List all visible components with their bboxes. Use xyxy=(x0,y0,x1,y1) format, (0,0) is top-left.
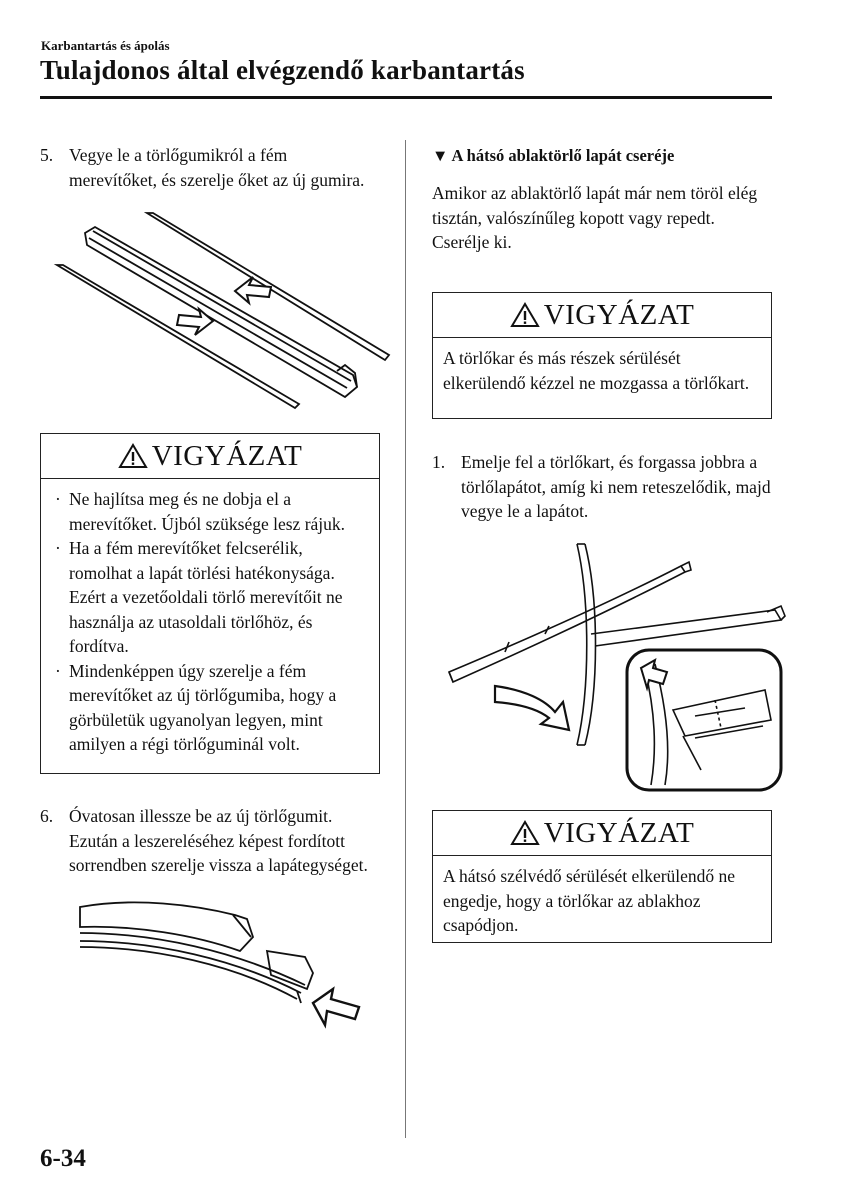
caution-body: A törlőkar és más részek sérülését elkerülendő kézzel ne mozgassa a törlőkart. xyxy=(443,348,750,393)
arrow-icon xyxy=(177,309,213,335)
intro-line: Amikor az ablaktörlő lapát már nem töröl elég tisztán, valószínűleg kopott vagy repedt. xyxy=(432,183,758,228)
caution-body: A hátsó szélvédő sérülését elkerülendő ne engedje, hogy a törlőkar az ablakhoz csapódjon. xyxy=(443,866,736,935)
intro-line: Cserélje ki. xyxy=(432,232,512,252)
section-label: Karbantartás és ápolás xyxy=(41,38,170,53)
caution-header xyxy=(433,811,771,856)
arrow-icon xyxy=(313,989,359,1025)
step-number: 1. xyxy=(432,452,446,472)
title-rule xyxy=(40,96,772,99)
subsection-heading: ▼ A hátsó ablaktörlő lapát cseréje xyxy=(432,146,675,165)
wiper-strips-illustration xyxy=(45,205,395,415)
caution-header xyxy=(433,293,771,338)
detail-inset xyxy=(627,650,781,790)
step-text: Vegye le a törlőgumikról a fém merevítőket, és szerelje őket az új gumira. xyxy=(69,145,365,190)
wiper-blade-edge xyxy=(80,933,305,985)
caution-body xyxy=(41,479,379,765)
page-title: Tulajdonos által elvégzendő karbantartás xyxy=(40,55,525,85)
caution-box-2 xyxy=(432,292,772,419)
arrow-icon xyxy=(495,686,569,730)
step-5 xyxy=(40,143,370,192)
caution-header xyxy=(41,434,379,479)
step-1 xyxy=(432,450,772,524)
caution-box-1 xyxy=(40,433,380,774)
wiper-arm xyxy=(591,610,781,646)
caution-label: VIGYÁZAT xyxy=(151,439,303,472)
page-number: 6-34 xyxy=(40,1145,86,1172)
caution-label: VIGYÁZAT xyxy=(543,298,695,331)
rear-wiper-removal-illustration xyxy=(445,540,787,795)
caution-item: · Mindenképpen úgy szerelje a fém merevítőket az új törlőgumiba, hogy a görbületük ugyanolyan legyen, mint amilyen a régi törlőguminál volt. xyxy=(55,660,337,754)
caution-item: · Ha a fém merevítőket felcserélik, romolhat a lapát törlési hatékonysága. Ezért a vezetőoldali törlő merevítőit ne használja az utasoldali törlőhöz, és fordítva. xyxy=(55,538,343,656)
step-text: Emelje fel a törlőkart, és forgassa jobbra a törlőlapátot, amíg ki nem reteszelődik, majd vegye le a lapátot. xyxy=(461,452,771,521)
column-divider xyxy=(405,140,406,1138)
step-number: 6. xyxy=(40,806,54,826)
step-number: 5. xyxy=(40,145,54,165)
wiper-insert-illustration xyxy=(75,885,375,1045)
blade-cap xyxy=(267,951,313,989)
warning-triangle-icon xyxy=(510,820,540,846)
intro-text xyxy=(432,181,772,255)
caution-box-3 xyxy=(432,810,772,943)
warning-triangle-icon xyxy=(118,443,148,469)
caution-item: · Ne hajlítsa meg és ne dobja el a merevítőket. Újból szüksége lesz rájuk. xyxy=(55,489,346,534)
wiper-frame xyxy=(80,902,253,951)
rear-window-edge xyxy=(577,544,587,745)
step-6 xyxy=(40,804,385,878)
warning-triangle-icon xyxy=(510,302,540,328)
caution-label: VIGYÁZAT xyxy=(543,816,695,849)
step-text: Óvatosan illessze be az új törlőgumit. Ezután a leszereléséhez képest fordított sorrendben szerelje vissza a lapátegységet. xyxy=(69,806,368,875)
